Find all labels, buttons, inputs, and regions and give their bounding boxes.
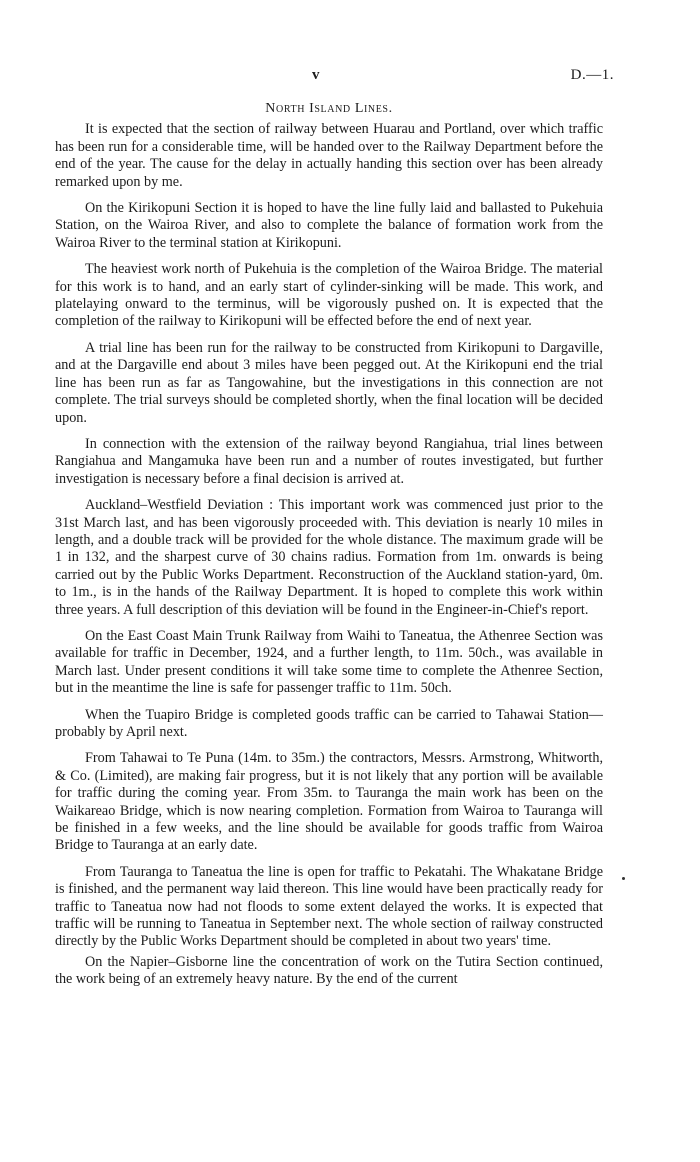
paragraph-tuapiro-bridge: When the Tuapiro Bridge is completed goods traffic can be carried to Tahawai Station—probably by April next. [55, 706, 603, 740]
paragraph-napier-gisborne: On the Napier–Gisborne line the concentration of work on the Tutira Section continued, the work being of an extremely heavy nature. By the end of the current [55, 953, 603, 988]
paragraph-east-coast-main-trunk: On the East Coast Main Trunk Railway from Waihi to Taneatua, the Athenree Section was available for traffic in December, 1924, and a further length, to 11m. 50ch., was available in March last. Under present conditions it will take some time to complete the Athenree Section, but in the meantime the line is safe for passenger traffic to 11m. 50ch. [55, 627, 603, 697]
paragraph-wairoa-bridge: The heaviest work north of Pukehuia is the completion of the Wairoa Bridge. The material for this work is to hand, and an early start of cylinder-sinking will be made. This work, and platelaying onward to the terminus, will be vigorously pushed on. It is expected that the completion of the railway to Kirikopuni will be effected before the end of next year. [55, 261, 603, 330]
document-reference: D.—1. [570, 67, 614, 83]
page-number: v [312, 67, 320, 83]
paragraph-dargaville-trial-line: A trial line has been run for the railway to be constructed from Kirikopuni to Dargaville, and at the Dargaville end about 3 miles have been pegged out. At the Kirikopuni end the trial line has been run as far as Tangowahine, but the investigations in this connection are not complete. The trial surveys should be completed shortly, when the final location will be decided upon. [55, 339, 603, 426]
paragraph-tauranga-taneatua: From Tauranga to Taneatua the line is open for traffic to Pekatahi. The Whakatane Bridge is finished, and the permanent way laid thereon. This line would have been practically ready for traffic to Taneatua now had not floods to some extent delayed the works. It is expected that traffic will be running to Taneatua in September next. The whole section of railway constructed directly by the Public Works Department should be completed in about two years' time. [55, 863, 603, 950]
paragraph-westfield-deviation: Auckland–Westfield Deviation : This important work was commenced just prior to the 31st March last, and has been vigorously proceeded with. This deviation is nearly 10 miles in length, and a double track will be provided for the whole distance. The maximum grade will be 1 in 132, and the sharpest curve of 30 chains radius. Formation from 1m. onwards is being carried out by the Public Works Department. Reconstruction of the Auckland station-yard, 0m. to 1m., is in the hands of the Railway Department. It is hoped to complete this work within three years. A full description of this deviation will be found in the Engineer-in-Chief's report. [55, 497, 603, 618]
paragraph-rangiahua-extension: In connection with the extension of the railway beyond Rangiahua, trial lines between Rangiahua and Mangamuka have been run and a number of routes investigated, but further investigation is necessary before a final decision is arrived at. [55, 435, 603, 487]
body-text [55, 100, 603, 998]
paragraph-kirikopuni-section: On the Kirikopuni Section it is hoped to have the line fully laid and ballasted to Pukehuia Station, on the Wairoa River, and also to complete the balance of formation work from the Wairoa River to the terminal station at Kirikopuni. [55, 200, 603, 251]
stray-ink-mark [622, 877, 625, 880]
paragraph-huarau-portland: It is expected that the section of railway between Huarau and Portland, over which traffic has been run for a considerable time, will be handed over to the Railway Department before the end of the year. The cause for the delay in actually handing this section over has been already remarked upon by me. [55, 121, 603, 190]
section-heading: North Island Lines. [265, 101, 393, 116]
paragraph-tahawai-te-puna: From Tahawai to Te Puna (14m. to 35m.) the contractors, Messrs. Armstrong, Whitworth, & Co. (Limited), are making fair progress, but it is not likely that any portion will be available for traffic during the coming year. From 35m. to Tauranga the main work has been on the Waikareao Bridge, which is now nearing completion. Formation from Wairoa to Tauranga will be finished in a few weeks, and the line should be available for goods traffic from Wairoa Bridge to Tauranga at an early date. [55, 750, 603, 854]
